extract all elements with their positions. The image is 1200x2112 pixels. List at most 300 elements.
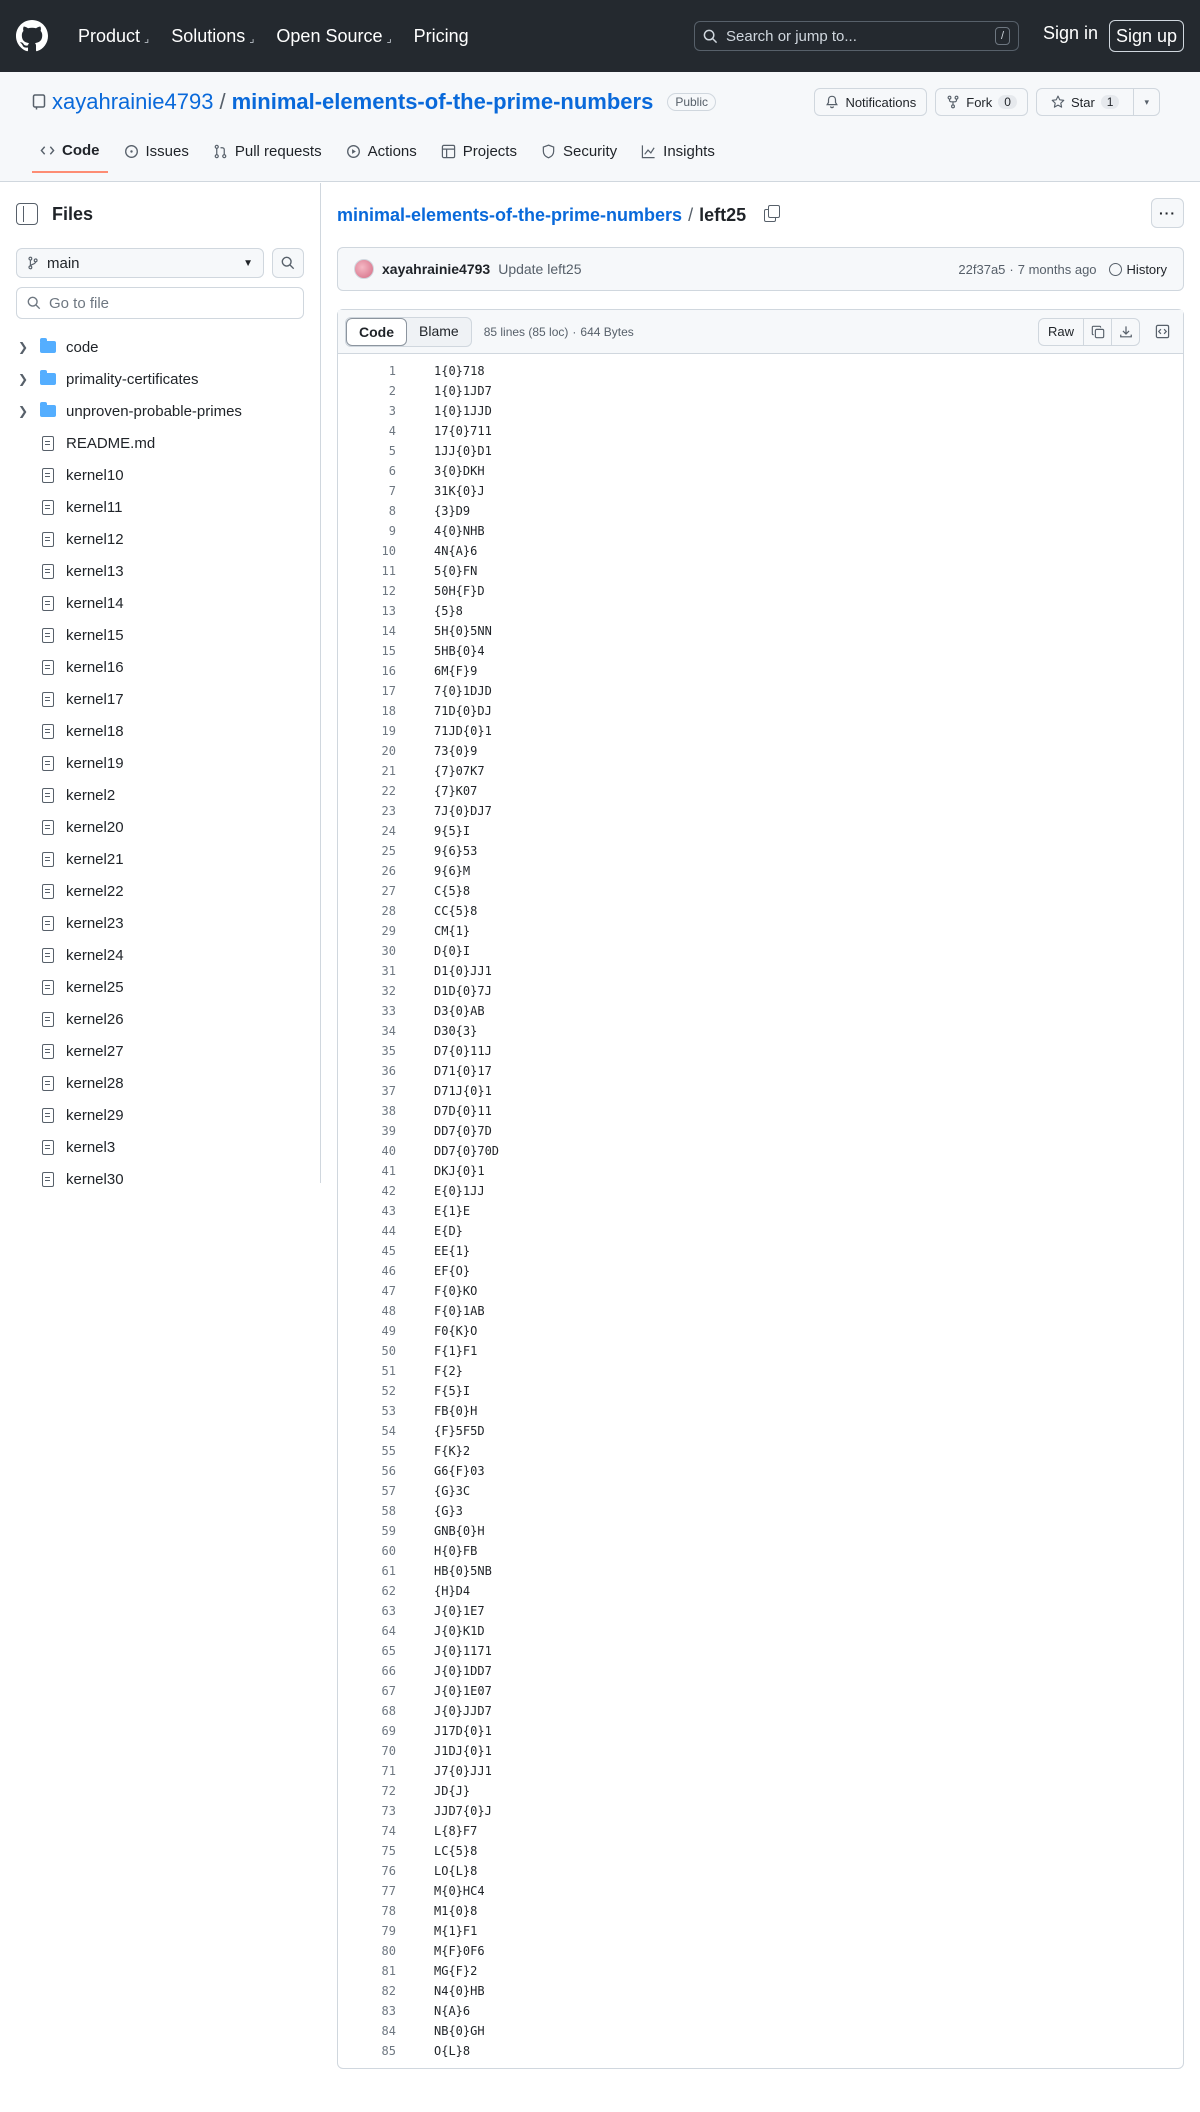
line-content: JJD7{0}J	[434, 1804, 492, 1818]
fork-button[interactable]	[935, 88, 1028, 116]
code-line	[338, 1701, 1183, 1721]
tree-item-label: kernel29	[66, 1106, 124, 1124]
line-number[interactable]: 1	[388, 364, 396, 378]
file-search-button[interactable]	[272, 248, 304, 278]
code-line	[338, 1001, 1183, 1021]
commit-author-link[interactable]: xayahrainie4793	[382, 261, 491, 277]
line-number[interactable]: 68	[381, 1704, 396, 1718]
line-number[interactable]: 53	[381, 1404, 396, 1418]
line-number[interactable]: 60	[381, 1544, 396, 1558]
shield-icon	[541, 144, 556, 159]
code-line	[338, 541, 1183, 561]
file-icon	[42, 756, 54, 771]
tree-file[interactable]	[16, 1035, 312, 1067]
star-label: Star	[1070, 94, 1095, 110]
line-number[interactable]: 72	[381, 1784, 396, 1798]
file-icon	[42, 1108, 54, 1123]
line-content: HB{0}5NB	[434, 1564, 492, 1578]
file-icon	[42, 1044, 54, 1059]
breadcrumb	[337, 205, 776, 226]
line-number[interactable]: 69	[381, 1724, 396, 1738]
caret-down-icon: ▼	[243, 257, 253, 269]
line-number[interactable]: 79	[381, 1924, 396, 1938]
tree-file[interactable]	[16, 651, 312, 683]
tree-file-list	[16, 427, 312, 1195]
chevron-right-icon[interactable]: ❯	[18, 340, 29, 354]
line-number[interactable]: 34	[381, 1024, 396, 1038]
line-number[interactable]: 17	[381, 684, 396, 698]
line-content: N4{0}HB	[434, 1984, 485, 1998]
line-content: F{K}2	[434, 1444, 471, 1458]
line-number[interactable]: 47	[381, 1284, 396, 1298]
line-content: J{0}JJD7	[434, 1704, 492, 1718]
repo-title-separator: /	[219, 89, 226, 114]
line-number[interactable]: 78	[381, 1904, 396, 1918]
tree-file[interactable]	[16, 811, 312, 843]
code-line	[338, 461, 1183, 481]
line-number[interactable]: 9	[388, 524, 396, 538]
code-view-tab[interactable]: Code	[346, 318, 407, 346]
file-size: 644 Bytes	[580, 324, 634, 339]
line-content: CM{1}	[434, 924, 471, 938]
line-number[interactable]: 51	[381, 1364, 396, 1378]
line-content: 4N{A}6	[434, 544, 478, 558]
line-number[interactable]: 16	[381, 664, 396, 678]
history-label: History	[1126, 261, 1167, 277]
tree-file[interactable]	[16, 843, 312, 875]
file-icon	[42, 724, 54, 739]
copy-raw-button[interactable]	[1084, 318, 1112, 346]
line-number[interactable]: 63	[381, 1604, 396, 1618]
line-content: E{0}1JJ	[434, 1184, 485, 1198]
line-number[interactable]: 3	[388, 404, 396, 418]
line-content: 31K{0}J	[434, 484, 485, 498]
breadcrumb-file: left25	[699, 205, 747, 225]
global-search-input[interactable]	[694, 21, 1019, 51]
line-number[interactable]: 48	[381, 1304, 396, 1318]
search-icon	[281, 256, 295, 270]
chevron-right-icon[interactable]: ❯	[18, 404, 29, 418]
line-number[interactable]: 77	[381, 1884, 396, 1898]
star-button[interactable]	[1036, 88, 1135, 116]
symbols-panel-button[interactable]	[1148, 318, 1176, 346]
tab-actions[interactable]	[338, 134, 425, 173]
tree-folder-primality-certificates[interactable]	[16, 363, 312, 395]
line-number[interactable]: 57	[381, 1484, 396, 1498]
tree-file[interactable]	[16, 1003, 312, 1035]
file-icon	[42, 916, 54, 931]
line-number[interactable]: 61	[381, 1564, 396, 1578]
tree-file[interactable]	[16, 715, 312, 747]
line-number[interactable]: 37	[381, 1084, 396, 1098]
tree-file[interactable]	[16, 619, 312, 651]
code-line	[338, 1541, 1183, 1561]
tree-folder-unproven-probable-primes[interactable]	[16, 395, 312, 427]
line-number[interactable]: 46	[381, 1264, 396, 1278]
file-icon	[42, 1012, 54, 1027]
commit-message-link[interactable]: Update left25	[498, 261, 582, 277]
line-number[interactable]: 2	[388, 384, 396, 398]
line-number[interactable]: 29	[381, 924, 396, 938]
line-content: 73{0}9	[434, 744, 478, 758]
line-number[interactable]: 49	[381, 1324, 396, 1338]
line-number[interactable]: 25	[381, 844, 396, 858]
line-number[interactable]: 55	[381, 1444, 396, 1458]
history-icon	[1109, 263, 1122, 276]
tab-label: Issues	[145, 143, 189, 160]
line-number[interactable]: 41	[381, 1164, 396, 1178]
chevron-right-icon[interactable]: ❯	[18, 372, 29, 386]
branch-name: main	[47, 254, 80, 272]
nav-pricing[interactable]	[414, 26, 469, 47]
code-line	[338, 881, 1183, 901]
code-line	[338, 1661, 1183, 1681]
line-content: GNB{0}H	[434, 1524, 485, 1538]
line-number[interactable]: 19	[381, 724, 396, 738]
nav-open-source[interactable]	[276, 26, 391, 47]
tree-file[interactable]	[16, 459, 312, 491]
file-tree	[16, 331, 312, 1188]
line-number[interactable]: 64	[381, 1624, 396, 1638]
code-line	[338, 1641, 1183, 1661]
tree-file[interactable]	[16, 1131, 312, 1163]
line-number[interactable]: 83	[381, 2004, 396, 2018]
line-content: D1D{0}7J	[434, 984, 492, 998]
code-line	[338, 1581, 1183, 1601]
line-content: M{0}HC4	[434, 1884, 485, 1898]
tree-item-label: kernel30	[66, 1170, 124, 1188]
tree-item-label: kernel15	[66, 626, 124, 644]
line-number[interactable]: 59	[381, 1524, 396, 1538]
code-line	[338, 481, 1183, 501]
tree-file[interactable]	[16, 971, 312, 1003]
line-content: D71{0}17	[434, 1064, 492, 1078]
line-number[interactable]: 22	[381, 784, 396, 798]
notifications-button[interactable]	[814, 88, 927, 116]
line-content: 7{0}1DJD	[434, 684, 492, 698]
file-icon	[42, 596, 54, 611]
line-number[interactable]: 74	[381, 1824, 396, 1838]
line-number[interactable]: 45	[381, 1244, 396, 1258]
avatar[interactable]	[354, 259, 374, 279]
copy-path-icon[interactable]	[764, 209, 776, 222]
code-line	[338, 441, 1183, 461]
tree-file[interactable]	[16, 555, 312, 587]
tree-item-label: kernel22	[66, 882, 124, 900]
code-line	[338, 781, 1183, 801]
code-line	[338, 1221, 1183, 1241]
code-line	[338, 381, 1183, 401]
nav-solutions[interactable]	[171, 26, 254, 47]
line-content: J{0}K1D	[434, 1624, 485, 1638]
line-content: H{0}FB	[434, 1544, 478, 1558]
line-number[interactable]: 11	[381, 564, 396, 578]
line-number[interactable]: 15	[381, 644, 396, 658]
tree-item-label: kernel17	[66, 690, 124, 708]
line-number[interactable]: 20	[381, 744, 396, 758]
visibility-badge: Public	[667, 93, 716, 111]
code-line	[338, 1621, 1183, 1641]
nav-label: Pricing	[413, 25, 469, 46]
tree-folder-code[interactable]	[16, 331, 312, 363]
line-content: M{F}0F6	[434, 1944, 485, 1958]
chevron-down-icon: ⌟	[386, 32, 392, 45]
line-content: J7{0}JJ1	[434, 1764, 492, 1778]
tree-item-label: kernel18	[66, 722, 124, 740]
code-line	[338, 1381, 1183, 1401]
blame-view-tab[interactable]: Blame	[419, 322, 459, 339]
line-number[interactable]: 26	[381, 864, 396, 878]
line-number[interactable]: 7	[388, 484, 396, 498]
nav-product[interactable]	[78, 26, 149, 47]
line-number[interactable]: 85	[381, 2044, 396, 2058]
sign-up-button[interactable]: Sign up	[1109, 20, 1184, 52]
tree-item-label: kernel12	[66, 530, 124, 548]
tab-code[interactable]	[32, 134, 108, 173]
search-icon	[703, 29, 718, 44]
code-line	[338, 981, 1183, 1001]
tree-file[interactable]	[16, 747, 312, 779]
line-content: J{0}1E7	[434, 1604, 485, 1618]
line-content: LO{L}8	[434, 1864, 478, 1878]
line-number[interactable]: 44	[381, 1224, 396, 1238]
more-options-button[interactable]	[1151, 198, 1184, 228]
line-number[interactable]: 80	[381, 1944, 396, 1958]
file-icon	[42, 500, 54, 515]
line-number[interactable]: 81	[381, 1964, 396, 1978]
line-number[interactable]: 84	[381, 2024, 396, 2038]
line-content: D{0}I	[434, 944, 471, 958]
commit-meta	[958, 262, 1096, 277]
line-number[interactable]: 76	[381, 1864, 396, 1878]
line-content: {3}D9	[434, 504, 471, 518]
line-number[interactable]: 73	[381, 1804, 396, 1818]
line-number[interactable]: 4	[388, 424, 396, 438]
tree-file[interactable]	[16, 939, 312, 971]
line-number[interactable]: 32	[381, 984, 396, 998]
tree-item-label: code	[66, 338, 99, 356]
code-line	[338, 1501, 1183, 1521]
line-content: 1{0}1JJD	[434, 404, 492, 418]
tree-file[interactable]	[16, 427, 312, 459]
file-icon	[42, 948, 54, 963]
line-number[interactable]: 6	[388, 464, 396, 478]
branch-selector[interactable]	[16, 248, 264, 278]
tree-file[interactable]	[16, 875, 312, 907]
line-content: DD7{0}70D	[434, 1144, 500, 1158]
tree-item-label: kernel10	[66, 466, 124, 484]
code-line	[338, 921, 1183, 941]
line-count: 85 lines (85 loc)	[483, 324, 569, 339]
line-number[interactable]: 54	[381, 1424, 396, 1438]
code-square-icon	[1155, 324, 1170, 339]
line-content: J{0}1171	[434, 1644, 492, 1658]
line-content: C{5}8	[434, 884, 471, 898]
repo-actions	[814, 88, 1160, 116]
tree-item-label: kernel11	[66, 498, 123, 516]
history-button[interactable]	[1109, 262, 1167, 277]
line-number[interactable]: 27	[381, 884, 396, 898]
commit-hash-link[interactable]: 22f37a5	[958, 261, 1006, 277]
line-number[interactable]: 71	[381, 1764, 396, 1778]
star-icon	[1051, 95, 1065, 109]
breadcrumb-repo-link[interactable]: minimal-elements-of-the-prime-numbers	[337, 205, 683, 225]
code-line	[338, 1161, 1183, 1181]
line-number[interactable]: 12	[381, 584, 396, 598]
file-toolbar	[338, 310, 1183, 354]
line-number[interactable]: 67	[381, 1684, 396, 1698]
line-number[interactable]: 24	[381, 824, 396, 838]
code-line	[338, 721, 1183, 741]
line-number[interactable]: 58	[381, 1504, 396, 1518]
tab-insights[interactable]	[633, 134, 723, 173]
latest-commit-bar	[337, 247, 1184, 291]
file-actions	[1038, 318, 1176, 346]
tab-issues[interactable]	[116, 134, 197, 173]
file-icon	[42, 660, 54, 675]
line-content: 6M{F}9	[434, 664, 478, 678]
code-line	[338, 1241, 1183, 1261]
github-logo-icon[interactable]	[16, 20, 48, 52]
line-number[interactable]: 66	[381, 1664, 396, 1678]
line-number[interactable]: 42	[381, 1184, 396, 1198]
line-number[interactable]: 23	[381, 804, 396, 818]
line-number[interactable]: 14	[381, 624, 396, 638]
fork-count: 0	[998, 95, 1017, 109]
line-number[interactable]: 13	[381, 604, 396, 618]
line-number[interactable]: 35	[381, 1044, 396, 1058]
code-line	[338, 841, 1183, 861]
tab-projects[interactable]	[433, 134, 525, 173]
line-number[interactable]: 18	[381, 704, 396, 718]
line-content: DKJ{0}1	[434, 1164, 485, 1178]
tree-file[interactable]	[16, 907, 312, 939]
line-number[interactable]: 65	[381, 1644, 396, 1658]
line-number[interactable]: 43	[381, 1204, 396, 1218]
line-number[interactable]: 5	[388, 444, 396, 458]
global-header	[0, 0, 1200, 72]
fork-icon	[946, 95, 960, 109]
line-number[interactable]: 8	[388, 504, 396, 518]
line-number[interactable]: 33	[381, 1004, 396, 1018]
tree-file[interactable]	[16, 1099, 312, 1131]
code-line	[338, 1941, 1183, 1961]
line-content: {G}3C	[434, 1484, 471, 1498]
line-content: F{0}KO	[434, 1284, 478, 1298]
code-line	[338, 1421, 1183, 1441]
kebab-horizontal-icon: ···	[1159, 205, 1176, 221]
line-number[interactable]: 31	[381, 964, 396, 978]
go-to-file-input[interactable]	[16, 287, 304, 319]
line-content: D7{0}11J	[434, 1044, 492, 1058]
tree-file[interactable]	[16, 779, 312, 811]
line-content: G6{F}03	[434, 1464, 485, 1478]
star-count: 1	[1101, 95, 1120, 109]
line-content: 1{0}718	[434, 364, 485, 378]
repo-owner-link[interactable]: xayahrainie4793	[52, 89, 214, 114]
line-content: 5H{0}5NN	[434, 624, 492, 638]
code-line	[338, 561, 1183, 581]
line-number[interactable]: 75	[381, 1844, 396, 1858]
bell-icon	[825, 95, 839, 109]
search-shortcut-key: /	[995, 27, 1010, 45]
play-icon	[346, 144, 361, 159]
code-line	[338, 1021, 1183, 1041]
line-content: 71D{0}DJ	[434, 704, 492, 718]
file-icon	[42, 692, 54, 707]
line-content: M1{0}8	[434, 1904, 478, 1918]
code-line	[338, 701, 1183, 721]
line-content: JD{J}	[434, 1784, 471, 1798]
sign-in-link[interactable]: Sign in	[1043, 23, 1099, 43]
code-line	[338, 761, 1183, 781]
line-content: 71JD{0}1	[434, 724, 492, 738]
file-icon	[42, 436, 54, 451]
line-number[interactable]: 36	[381, 1064, 396, 1078]
line-number[interactable]: 62	[381, 1584, 396, 1598]
line-number[interactable]: 21	[381, 764, 396, 778]
code-line	[338, 1881, 1183, 1901]
line-content: 9{6}M	[434, 864, 471, 878]
sidebar-collapse-icon[interactable]	[16, 203, 38, 225]
tree-item-label: kernel28	[66, 1074, 124, 1092]
line-number[interactable]: 70	[381, 1744, 396, 1758]
fork-label: Fork	[966, 94, 993, 110]
line-number[interactable]: 28	[381, 904, 396, 918]
tree-file[interactable]	[16, 491, 312, 523]
code-line	[338, 1201, 1183, 1221]
files-title: Files	[52, 203, 94, 224]
download-button[interactable]	[1112, 318, 1140, 346]
tree-item-label: kernel3	[66, 1138, 116, 1156]
code-line	[338, 2001, 1183, 2021]
tree-file[interactable]	[16, 1067, 312, 1099]
tree-item-label: README.md	[66, 434, 156, 452]
notifications-label: Notifications	[845, 94, 917, 110]
code-line	[338, 641, 1183, 661]
line-number[interactable]: 40	[381, 1144, 396, 1158]
line-number[interactable]: 38	[381, 1104, 396, 1118]
line-number[interactable]: 52	[381, 1384, 396, 1398]
code-line	[338, 601, 1183, 621]
pull-request-icon	[213, 144, 228, 159]
tree-file[interactable]	[16, 523, 312, 555]
line-number[interactable]: 10	[381, 544, 396, 558]
file-icon	[42, 532, 54, 547]
go-to-file-placeholder: Go to file	[49, 294, 110, 312]
line-content: F{0}1AB	[434, 1304, 485, 1318]
line-number[interactable]: 30	[381, 944, 396, 958]
line-number[interactable]: 50	[381, 1344, 396, 1358]
line-number[interactable]: 56	[381, 1464, 396, 1478]
code-line	[338, 1921, 1183, 1941]
star-dropdown-button[interactable]	[1134, 88, 1160, 116]
code-line	[338, 401, 1183, 421]
line-number[interactable]: 39	[381, 1124, 396, 1138]
line-content: F{1}F1	[434, 1344, 478, 1358]
raw-button[interactable]: Raw	[1038, 318, 1084, 346]
tab-pull-requests[interactable]	[205, 134, 330, 173]
tree-item-label: unproven-probable-primes	[66, 402, 242, 420]
tree-file[interactable]	[16, 1163, 312, 1195]
tree-file[interactable]	[16, 587, 312, 619]
line-content: N{A}6	[434, 2004, 471, 2018]
line-content: EE{1}	[434, 1244, 471, 1258]
tree-file[interactable]	[16, 683, 312, 715]
repo-name-link[interactable]: minimal-elements-of-the-prime-numbers	[231, 89, 654, 114]
line-number[interactable]: 82	[381, 1984, 396, 1998]
tab-security[interactable]	[533, 134, 625, 173]
